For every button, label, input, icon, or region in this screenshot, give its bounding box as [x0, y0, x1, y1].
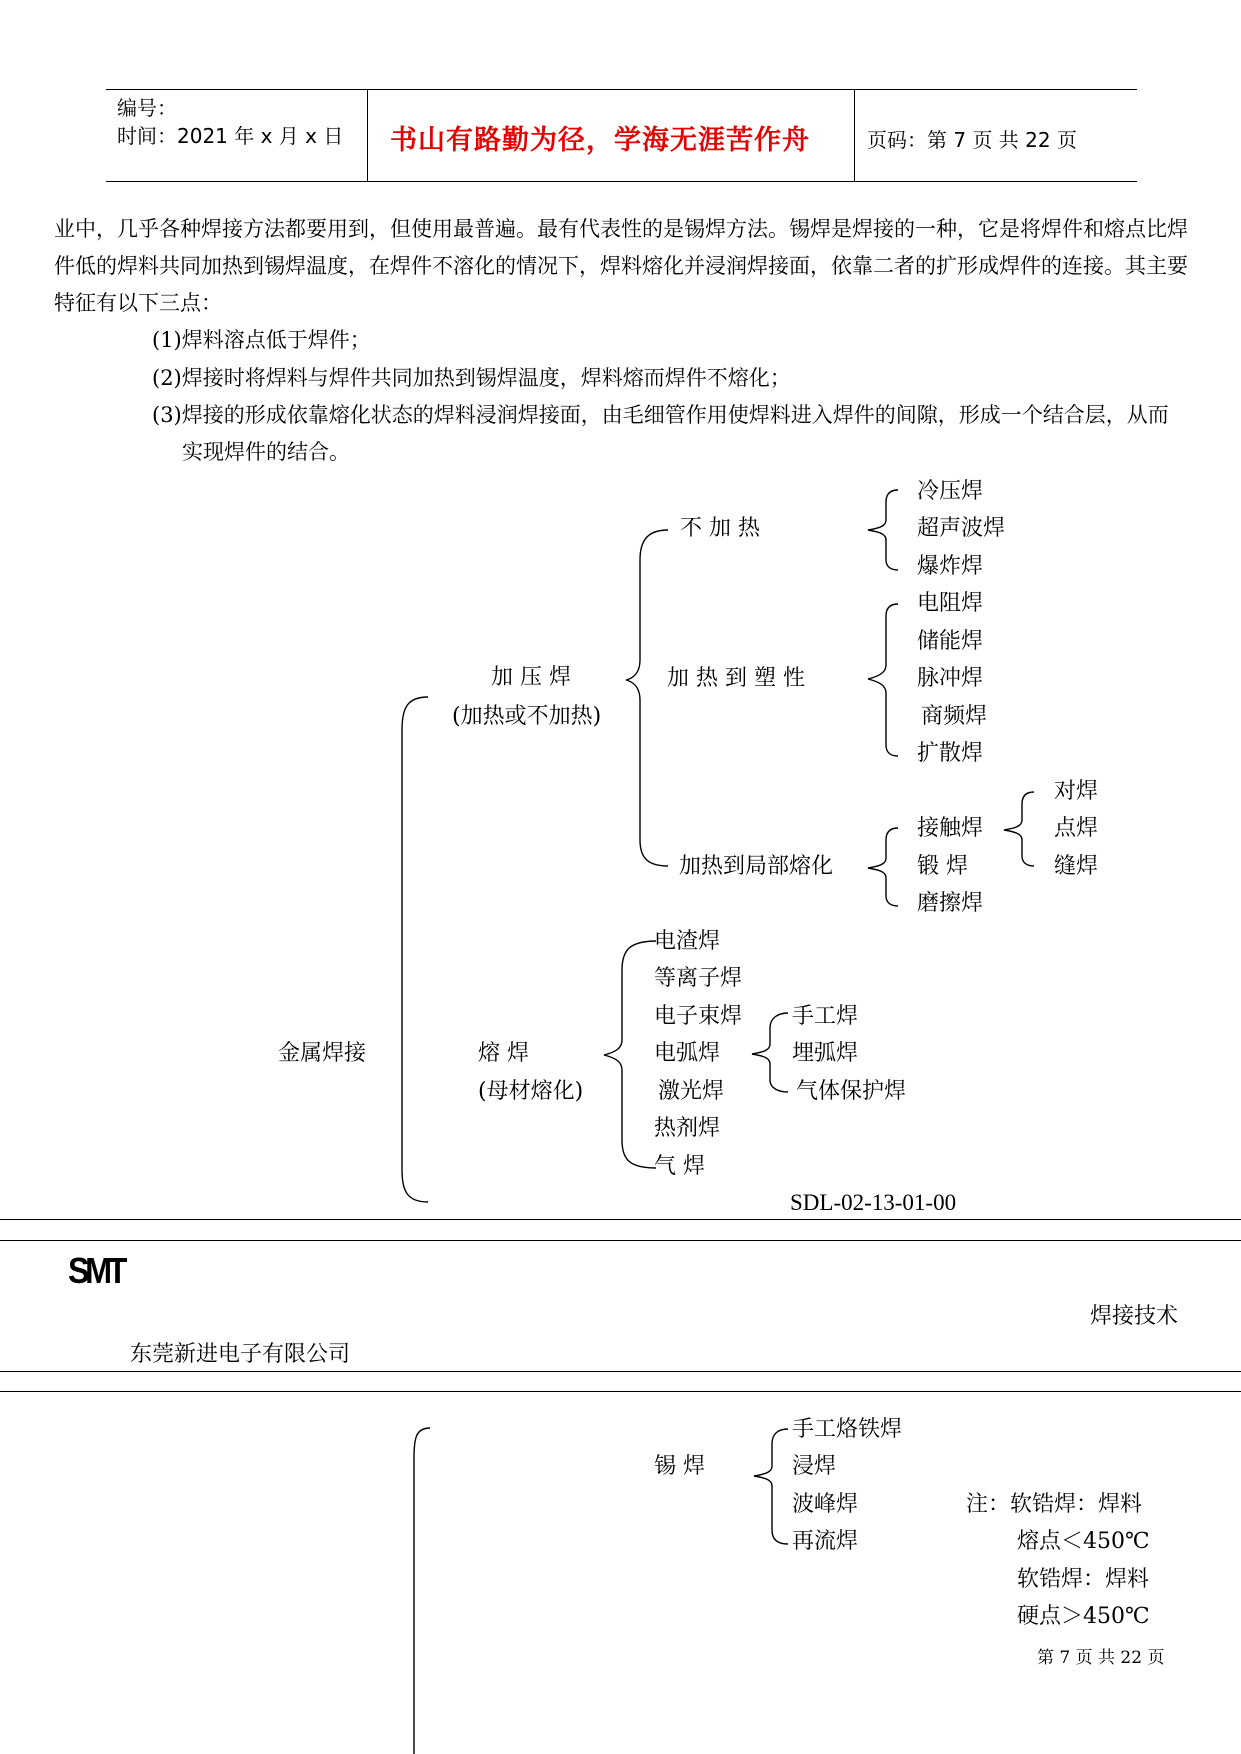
company-name: 东莞新进电子有限公司 — [130, 1342, 351, 1367]
feature-item-3: (3)焊接的形成依靠熔化状态的焊料浸润焊接面，由毛细管作用使焊料进入焊件的间隙，形成一个结合层，从而实现焊件的结合。 — [152, 403, 1169, 464]
feature-item-2: (2)焊接时将焊料与焊件共同加热到锡焊温度，焊料熔而焊件不熔化； — [152, 366, 791, 390]
arc-item: 埋弧焊 — [792, 1041, 859, 1066]
header-motto: 书山有路勤为径，学海无涯苦作舟 — [390, 125, 810, 156]
brazing-item: 波峰焊 — [792, 1492, 859, 1517]
plastic-item: 扩散焊 — [917, 741, 984, 766]
plastic-item: 储能焊 — [917, 629, 984, 654]
feature-item-1: (1)焊料溶点低于焊件； — [152, 328, 371, 352]
fusion-welding-sub: (母材熔化) — [478, 1079, 584, 1104]
local-melt-item: 接触焊 — [917, 816, 984, 841]
page-break-line-2 — [0, 1240, 1241, 1241]
brazing-note: 软锆焊：焊料 — [1017, 1567, 1150, 1592]
local-melt-label: 加热到局部熔化 — [679, 854, 834, 879]
brazing-label: 锡 焊 — [654, 1454, 705, 1479]
contact-item: 对焊 — [1054, 779, 1099, 804]
page2-header-line-1 — [0, 1371, 1241, 1372]
plastic-item: 电阻焊 — [917, 591, 984, 616]
header-page-label: 页码：第 7 页 共 22 页 — [867, 128, 1077, 152]
arc-item: 手工焊 — [792, 1004, 859, 1029]
plastic-heat-label: 加 热 到 塑 性 — [667, 666, 805, 691]
no-heat-item: 超声波焊 — [917, 516, 1006, 541]
plastic-item: 商频焊 — [921, 704, 988, 729]
page-number-footer: 第 7 页 共 22 页 — [1037, 1648, 1165, 1668]
fusion-item: 气 焊 — [654, 1154, 705, 1179]
smt-logo: SMT — [68, 1250, 123, 1291]
fusion-item: 电弧焊 — [654, 1041, 721, 1066]
header-time-label: 时间：2021 年 x 月 x 日 — [117, 124, 344, 148]
contact-item: 缝焊 — [1054, 854, 1099, 879]
brazing-note: 硬点＞450℃ — [1017, 1604, 1150, 1629]
no-heat-item: 冷压焊 — [917, 479, 984, 504]
local-melt-item: 锻 焊 — [917, 854, 968, 879]
fusion-item: 电子束焊 — [654, 1004, 743, 1029]
document-code: SDL-02-13-01-00 — [790, 1190, 957, 1215]
pressure-welding-sub: (加热或不加热) — [452, 704, 602, 729]
contact-item: 点焊 — [1054, 816, 1099, 841]
pressure-welding-label: 加 压 焊 — [491, 665, 571, 690]
arc-item: 气体保护焊 — [796, 1079, 907, 1104]
fusion-item: 电渣焊 — [654, 929, 721, 954]
plastic-item: 脉冲焊 — [917, 666, 984, 691]
page-break-line-1 — [0, 1219, 1241, 1220]
local-melt-item: 磨擦焊 — [917, 891, 984, 916]
page2-header-line-2 — [0, 1391, 1241, 1392]
brazing-item: 手工烙铁焊 — [792, 1417, 903, 1442]
header-number-label: 编号： — [117, 96, 177, 120]
fusion-welding-label: 熔 焊 — [478, 1041, 529, 1066]
fusion-item: 热剂焊 — [654, 1116, 721, 1141]
intro-paragraph: 业中，几乎各种焊接方法都要用到，但使用最普遍。最有代表性的是锡焊方法。锡焊是焊接的一种，它是将焊件和熔点比焊件低的焊料共同加热到锡焊温度，在焊件不溶化的情况下，焊料熔化并浸润焊接面，依靠二者的扩形成焊件的连接。其主要特征有以下三点： — [54, 217, 1188, 315]
document-title: 焊接技术 — [1090, 1304, 1179, 1329]
fusion-item: 等离子焊 — [654, 966, 743, 991]
no-heat-label: 不 加 热 — [680, 516, 760, 541]
brazing-note: 熔点＜450℃ — [1017, 1529, 1150, 1554]
brazing-item: 再流焊 — [792, 1529, 859, 1554]
fusion-item: 激光焊 — [658, 1079, 725, 1104]
no-heat-item: 爆炸焊 — [917, 554, 984, 579]
tree-root-label: 金属焊接 — [278, 1041, 367, 1066]
brazing-item: 浸焊 — [792, 1454, 837, 1479]
brazing-note: 注：软锆焊：焊料 — [966, 1492, 1143, 1517]
